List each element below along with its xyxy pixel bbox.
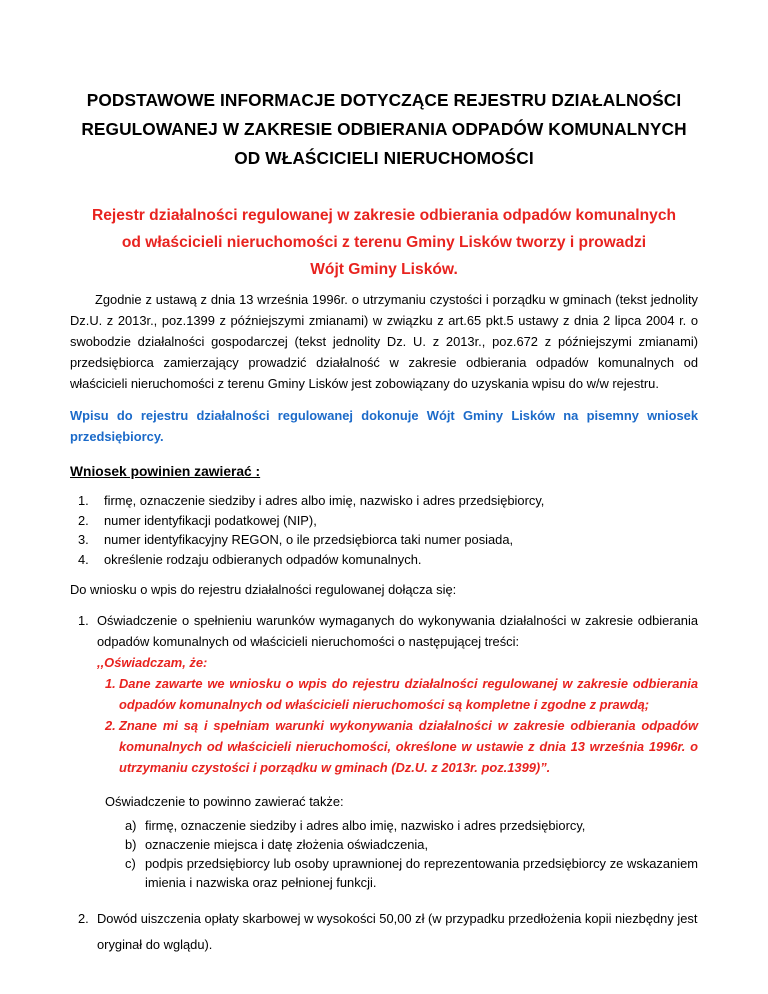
list-item: 2. Znane mi są i spełniam warunki wykonywania działalności w zakresie odbierania odpadów komunalnych od właścicieli nieruchomości, określone w ustawie z dnia 13 września 1996r. o utrzymaniu czystości i porządku w gminach (Dz.U. z 2013r. poz.1399)”. — [105, 718, 698, 775]
list-item: b) oznaczenie miejsca i datę złożenia oświadczenia, — [125, 837, 429, 852]
list-item: 1. firmę, oznaczenie siedziby i adres albo imię, nazwisko i adres przedsiębiorcy, — [78, 493, 545, 508]
title-line-2: REGULOWANEJ W ZAKRESIE ODBIERANIA ODPADÓW KOMUNALNYCH — [81, 119, 687, 139]
attachment-number: 1. — [78, 613, 89, 628]
attachment-item-fee-proof — [70, 906, 698, 958]
list-item: 3. numer identyfikacyjny REGON, o ile przedsiębiorca taki numer posiada, — [78, 532, 514, 547]
title-line-1: PODSTAWOWE INFORMACJE DOTYCZĄCE REJESTRU DZIAŁALNOŚCI — [86, 90, 682, 110]
list-item: a) firmę, oznaczenie siedziby i adres albo imię, nazwisko i adres przedsiębiorcy, — [125, 818, 586, 833]
legal-basis-paragraph: Zgodnie z ustawą z dnia 13 września 1996r. o utrzymaniu czystości i porządku w gminach (tekst jednolity Dz.U. z 2013r., poz.1399 z późniejszymi zmianami) w związku z art.65 pkt.5 ustawy z dnia 2 lipca 2004 r. o swobodzie działalności gospodarczej (tekst jednolity Dz. U. z 2013r., poz.672 z późniejszymi zmianami) przedsiębiorca zamierzający prowadzić działalność w zakresie odbierania odpadów komunalnych od właścicieli nieruchomości z terenu Gminy Lisków jest zobowiązany do uzyskania wpisu do w/w rejestru. — [70, 292, 698, 391]
red-heading-line-1: Rejestr działalności regulowanej w zakresie odbierania odpadów komunalnych — [91, 207, 677, 224]
list-item: c) podpis przedsiębiorcy lub osoby uprawnionej do reprezentowania przedsiębiorcy ze wskazaniem imienia i nazwiska oraz pełnionej funkcji. — [125, 856, 698, 890]
attachment-number: 2. — [78, 911, 89, 926]
list-item: 2. numer identyfikacji podatkowej (NIP), — [78, 512, 317, 528]
attachment-item-declaration — [70, 610, 698, 778]
title-line-3: OD WŁAŚCICIELI NIERUCHOMOŚCI — [234, 148, 534, 168]
list-item: 1. Dane zawarte we wniosku o wpis do rejestru działalności regulowanej w zakresie odbierania odpadów komunalnych od właścicieli nieruchomości są kompletne i zgodne z prawdą; — [105, 676, 698, 712]
page-title — [70, 86, 698, 173]
application-requirements-heading: Wniosek powinien zawierać : — [70, 464, 261, 479]
attachments-intro: Do wniosku o wpis do rejestru działalności regulowanej dołącza się: — [70, 582, 457, 597]
entry-authority-paragraph: Wpisu do rejestru działalności regulowanej dokonuje Wójt Gminy Lisków na pisemny wniosek przedsiębiorcy. — [70, 408, 698, 444]
register-authority-heading — [70, 202, 698, 283]
fee-proof-text: Dowód uiszczenia opłaty skarbowej w wysokości 50,00 zł (w przypadku przedłożenia kopii niezbędny jest oryginał do wglądu). — [97, 911, 698, 952]
red-heading-line-3: Wójt Gminy Lisków. — [310, 261, 458, 278]
declaration-list — [97, 673, 698, 778]
red-heading-line-2: od właścicieli nieruchomości z terenu Gminy Lisków tworzy i prowadzi — [121, 234, 647, 251]
declaration-intro: ,,Oświadczam, że: — [97, 655, 208, 670]
declaration-also-list — [125, 816, 698, 892]
application-requirements-list — [70, 491, 698, 569]
declaration-description: Oświadczenie o spełnieniu warunków wymaganych do wykonywania działalności w zakresie odbierania odpadów komunalnych od właścicieli nieruchomości o następującej treści: — [97, 613, 698, 649]
list-item: 4. określenie rodzaju odbieranych odpadów komunalnych. — [78, 551, 422, 567]
declaration-also-intro: Oświadczenie to powinno zawierać także: — [105, 794, 344, 809]
